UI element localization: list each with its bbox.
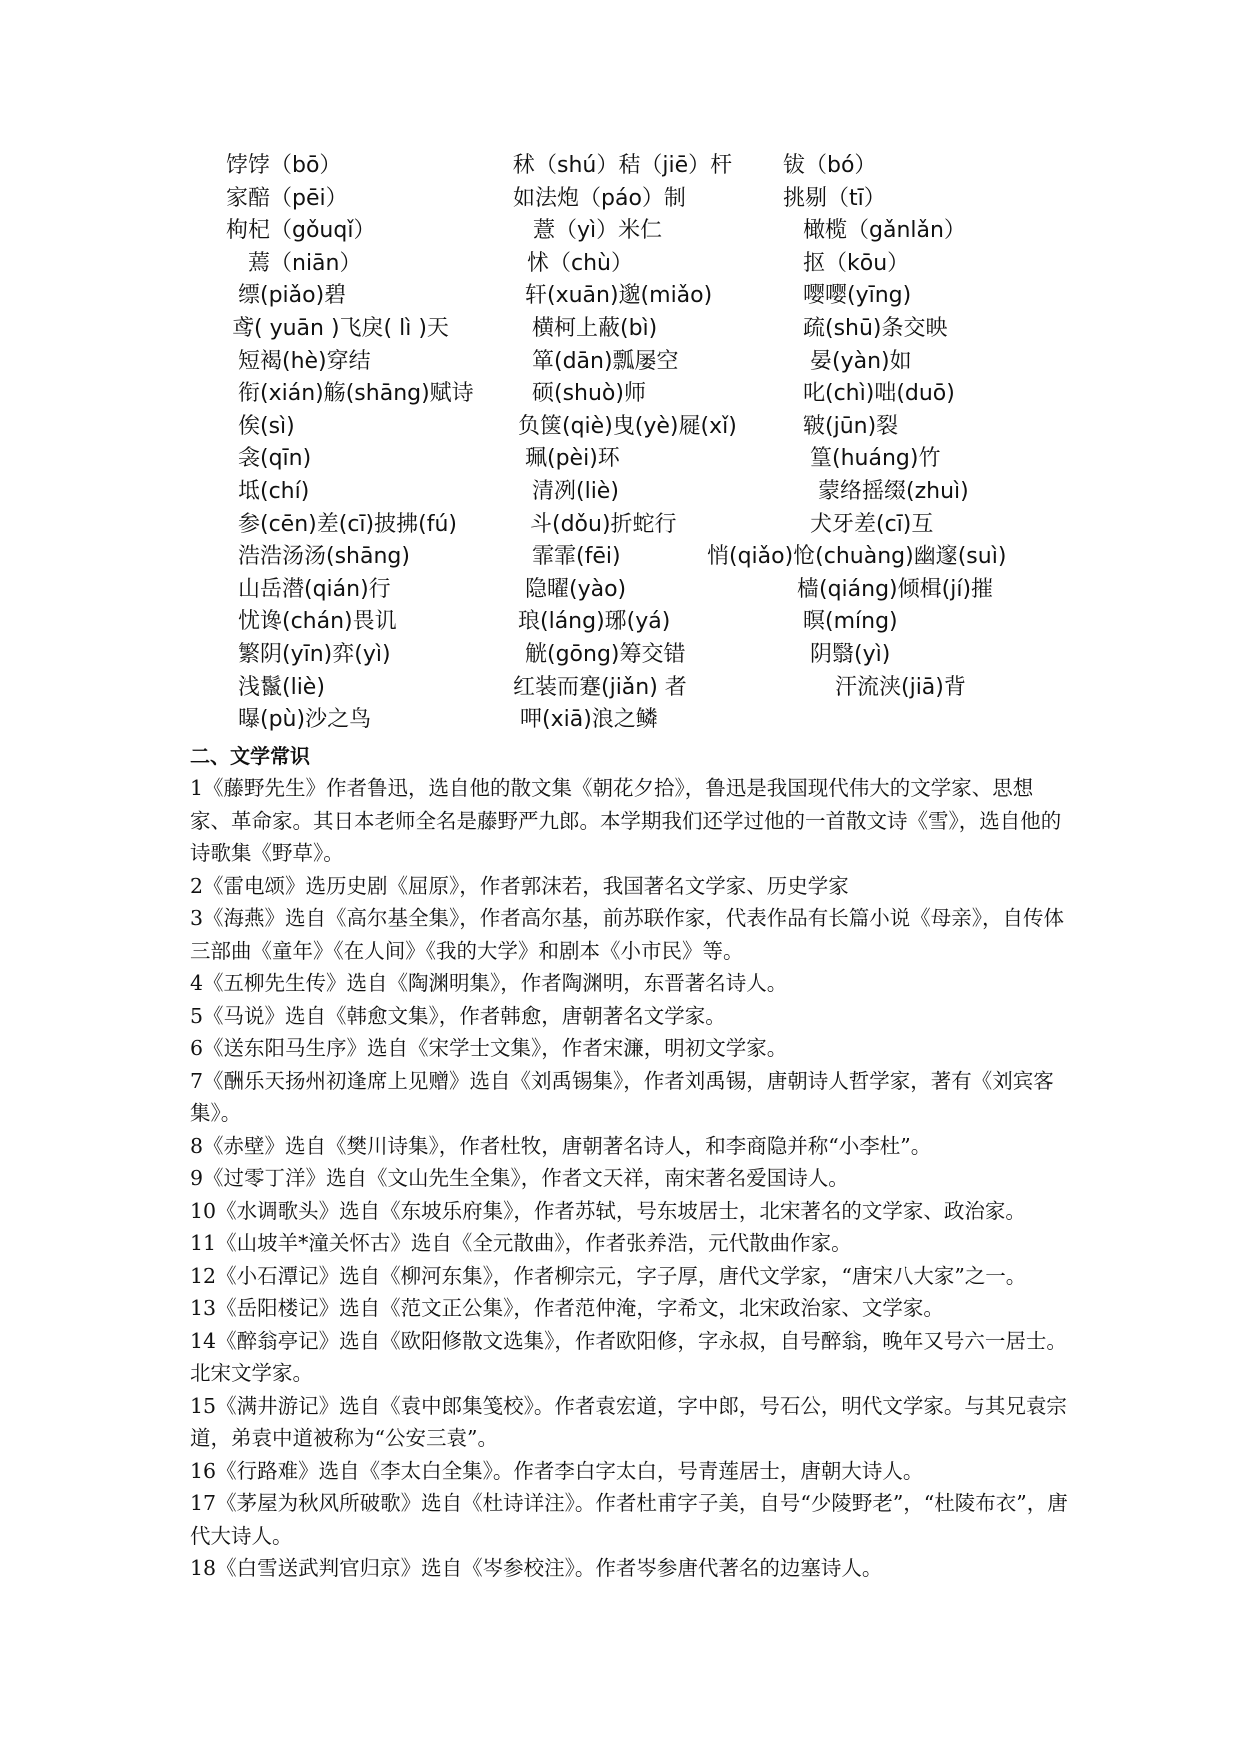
- vocab-entry: 叱(chì)咄(duō): [803, 381, 955, 407]
- literature-item: 6《送东阳马生序》选自《宋学士文集》，作者宋濂，明初文学家。: [190, 1036, 788, 1060]
- vocab-entry: 轩(xuān)邈(miǎo): [525, 283, 713, 309]
- vocab-entry: 饽饽（bō）: [226, 153, 342, 178]
- vocab-entry: 鸢( yuān )飞戾( lì )天: [232, 315, 449, 341]
- vocab-entry: 樯(qiáng)倾楫(jí)摧: [797, 576, 994, 602]
- vocab-entry: 悄(qiǎo)怆(chuàng)幽邃(suì): [707, 544, 1007, 570]
- vocab-row: [0, 313, 1241, 346]
- vocab-row: [0, 509, 1241, 542]
- literature-item: 15《满井游记》选自《袁中郎集笺校》。作者袁宏道，字中郎，号石公，明代文学家。与其兄袁宗道，弟袁中道被称为“公安三袁”。: [190, 1393, 1067, 1450]
- vocab-entry: 阴翳(yì): [810, 641, 891, 667]
- vocab-entry: 蔫（niān）: [248, 250, 362, 276]
- vocab-entry: 抠（kōu）: [803, 250, 910, 276]
- vocab-entry: 如法炮（páo）制: [513, 185, 686, 211]
- vocab-entry: 枸杞（gǒuqǐ）: [226, 218, 376, 244]
- vocab-entry: 参(cēn)差(cī)披拂(fú): [238, 511, 457, 537]
- vocab-entry: 疏(shū)条交映: [803, 315, 948, 341]
- vocab-entry: 横柯上蔽(bì): [532, 315, 658, 341]
- vocab-entry: 箪(dān)瓢屡空: [532, 348, 679, 374]
- vocab-entry: 皲(jūn)裂: [803, 413, 899, 439]
- vocab-row: [0, 346, 1241, 379]
- vocab-row: [0, 574, 1241, 607]
- vocab-entry: 挑剔（tī）: [783, 185, 886, 211]
- vocab-row: [0, 411, 1241, 444]
- vocab-entry: 山岳潜(qián)行: [238, 576, 391, 602]
- vocab-entry: 硕(shuò)师: [532, 381, 646, 407]
- vocab-entry: 家醅（pēi）: [226, 185, 348, 211]
- literature-item: 12《小石潭记》选自《柳河东集》，作者柳宗元，字子厚，唐代文学家，“唐宋八大家”之一。: [190, 1263, 1027, 1288]
- vocab-row: [0, 183, 1241, 216]
- vocab-entry: 浩浩汤汤(shāng): [238, 544, 410, 570]
- vocab-row: [0, 704, 1241, 737]
- vocab-entry: 珮(pèi)环: [525, 446, 620, 472]
- vocab-row: [0, 639, 1241, 672]
- section-title: 二、文学常识: [190, 744, 310, 768]
- vocab-entry: 暝(míng): [803, 609, 898, 635]
- literature-item: 11《山坡羊*潼关怀古》选自《全元散曲》，作者张养浩，元代散曲作家。: [190, 1231, 852, 1255]
- vocab-row: [0, 150, 1241, 183]
- literature-item: 7《酬乐天扬州初逢席上见赠》选自《刘禹锡集》，作者刘禹锡，唐朝诗人哲学家，著有《刘宾客集》。: [190, 1068, 1054, 1125]
- vocab-row: [0, 215, 1241, 248]
- literature-item: 1《藤野先生》作者鲁迅，选自他的散文集《朝花夕拾》，鲁迅是我国现代伟大的文学家、思想家、革命家。其日本老师全名是藤野严九郎。本学期我们还学过他的一首散文诗《雪》，选自他的诗歌集《野草》。: [190, 776, 1062, 865]
- literature-item: 13《岳阳楼记》选自《范文正公集》，作者范仲淹，字希文，北宋政治家、文学家。: [190, 1296, 944, 1320]
- vocab-row: [0, 280, 1241, 313]
- vocab-entry: 怵（chù）: [527, 250, 633, 276]
- literature-item: 18《白雪送武判官归京》选自《岑参校注》。作者岑参唐代著名的边塞诗人。: [190, 1556, 883, 1580]
- vocab-entry: 红装而蹇(jiǎn) 者: [513, 674, 687, 700]
- literature-item: 8《赤壁》选自《樊川诗集》，作者杜牧，唐朝著名诗人，和李商隐并称“小李杜”。: [190, 1133, 932, 1158]
- literature-item: 17《茅屋为秋风所破歌》选自《杜诗详注》。作者杜甫字子美，自号“少陵野老”，“杜陵布衣”，唐代大诗人。: [190, 1491, 1068, 1548]
- vocab-entry: 俟(sì): [238, 413, 295, 439]
- vocab-entry: 觥(gōng)筹交错: [525, 641, 686, 667]
- vocab-row: [0, 378, 1241, 411]
- vocab-entry: 篁(huáng)竹: [810, 446, 941, 472]
- vocab-entry: 琅(láng)琊(yá): [518, 609, 671, 635]
- literature-item: 9《过零丁洋》选自《文山先生全集》，作者文天祥，南宋著名爱国诗人。: [190, 1166, 849, 1190]
- vocab-entry: 薏（yì）米仁: [533, 218, 663, 244]
- vocab-entry: 斗(dǒu)折蛇行: [530, 511, 677, 537]
- vocab-entry: 忧谗(chán)畏讥: [238, 609, 397, 635]
- vocab-entry: 衔(xián)觞(shāng)赋诗: [238, 381, 474, 407]
- literature-notes: [190, 772, 1070, 1585]
- vocab-entry: 秫（shú）秸（jiē）杆: [513, 153, 733, 178]
- vocab-entry: 负箧(qiè)曳(yè)屣(xǐ): [518, 413, 737, 439]
- vocab-row: [0, 476, 1241, 509]
- vocab-entry: 缥(piǎo)碧: [238, 283, 347, 309]
- vocab-entry: 嘤嘤(yīng): [803, 283, 912, 309]
- vocab-entry: 清冽(liè): [532, 478, 619, 504]
- vocab-entry: 汗流浃(jiā)背: [835, 674, 966, 700]
- vocab-entry: 橄榄（gǎnlǎn）: [803, 218, 966, 244]
- vocab-entry: 坻(chí): [238, 478, 310, 504]
- literature-item: 3《海燕》选自《高尔基全集》，作者高尔基，前苏联作家，代表作品有长篇小说《母亲》，自传体三部曲《童年》《在人间》《我的大学》和剧本《小市民》等。: [190, 906, 1065, 963]
- vocab-entry: 晏(yàn)如: [810, 348, 912, 374]
- literature-item: 4《五柳先生传》选自《陶渊明集》，作者陶渊明，东晋著名诗人。: [190, 971, 788, 995]
- vocab-entry: 隐曜(yào): [525, 576, 627, 602]
- literature-item: 2《雷电颂》选历史剧《屈原》，作者郭沫若，我国著名文学家、历史学家: [190, 873, 849, 898]
- vocab-row: [0, 541, 1241, 574]
- vocab-row: [0, 672, 1241, 705]
- vocab-entry: 霏霏(fēi): [532, 544, 621, 570]
- literature-item: 14《醉翁亭记》选自《欧阳修散文选集》，作者欧阳修，字永叔，自号醉翁，晚年又号六一居士。北宋文学家。: [190, 1328, 1067, 1385]
- literature-item: 5《马说》选自《韩愈文集》，作者韩愈，唐朝著名文学家。: [190, 1003, 726, 1028]
- vocab-entry: 钹（bó）: [783, 153, 877, 178]
- vocab-row: [0, 248, 1241, 281]
- vocab-entry: 呷(xiā)浪之鳞: [520, 707, 658, 733]
- vocab-entry: 犬牙差(cī)互: [810, 511, 934, 537]
- literature-item: 16《行路难》选自《李太白全集》。作者李白字太白，号青莲居士，唐朝大诗人。: [190, 1458, 924, 1483]
- vocab-entry: 蒙络摇缀(zhuì): [818, 478, 969, 504]
- vocab-entry: 短褐(hè)穿结: [238, 348, 371, 374]
- vocab-entry: 繁阴(yīn)弈(yì): [238, 641, 391, 667]
- literature-item: 10《水调歌头》选自《东坡乐府集》，作者苏轼，号东坡居士，北宋著名的文学家、政治家。: [190, 1198, 1026, 1223]
- vocab-entry: 曝(pù)沙之鸟: [238, 707, 372, 733]
- vocab-entry: 浅鬣(liè): [238, 674, 325, 700]
- vocab-entry: 衾(qīn): [238, 446, 312, 472]
- vocabulary-table: [0, 150, 1241, 737]
- vocab-row: [0, 443, 1241, 476]
- vocab-row: [0, 606, 1241, 639]
